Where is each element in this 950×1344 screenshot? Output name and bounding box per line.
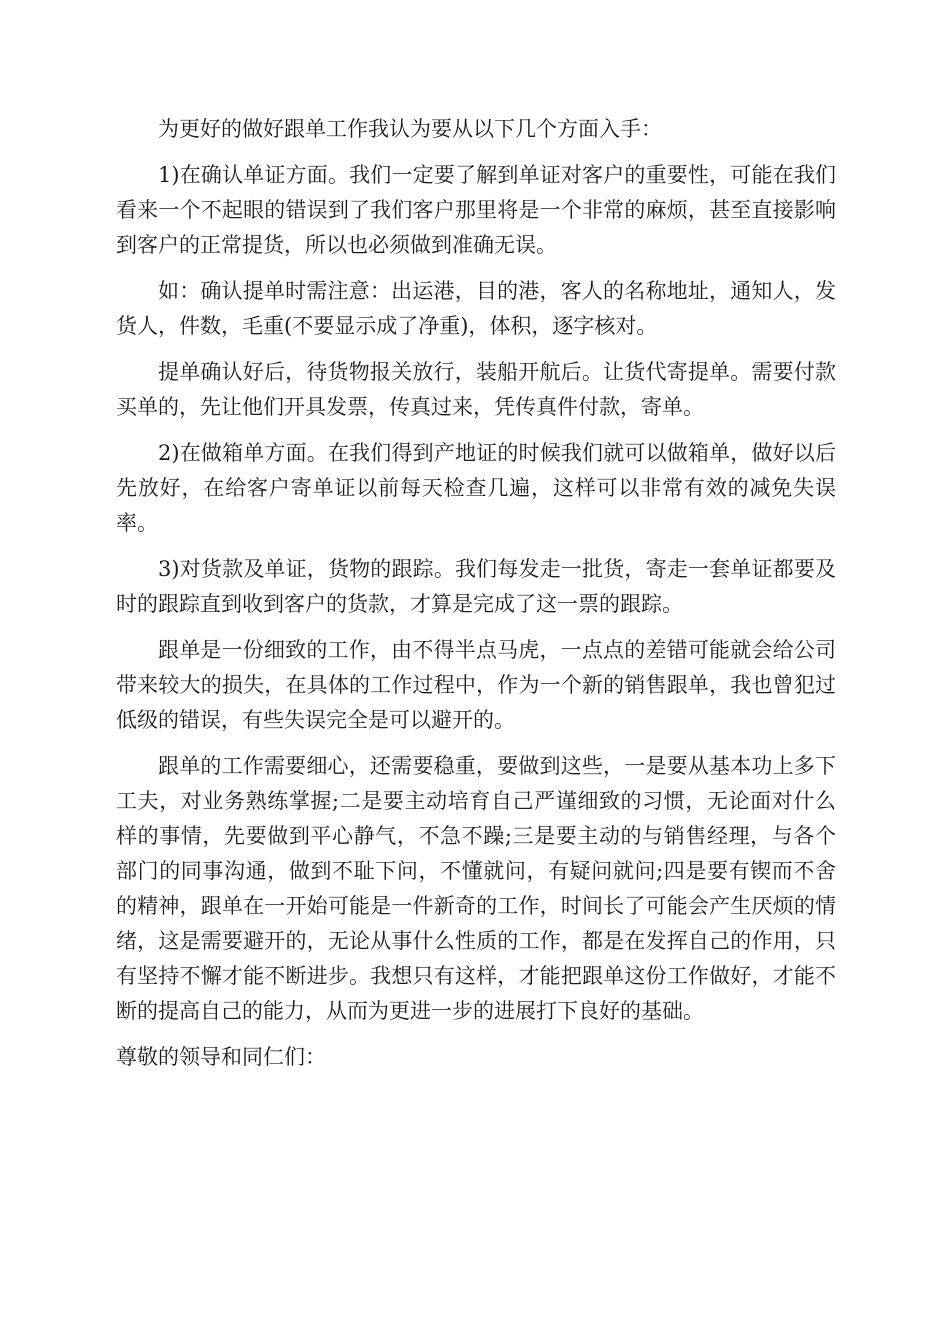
- paragraph-bill-check: 如：确认提单时需注意：出运港，目的港，客人的名称地址，通知人，发货人，件数，毛重(不要显示成了净重)，体积，逐字核对。: [116, 279, 836, 338]
- paragraph-salutation: 尊敬的领导和同仁们：: [116, 1045, 326, 1069]
- paragraph-requirements: 跟单的工作需要细心，还需要稳重，要做到这些，一是要从基本功上多下工夫，对业务熟练掌握;二是要主动培育自己严谨细致的习惯，无论面对什么样的事情，先要做到平心静气，不急不躁;三是要主动的与销售经理，与各个部门的同事沟通，做到不耻下问，不懂就问，有疑问就问;四是要有锲而不舍的精神，跟单在一开始可能是一件新奇的工作，时间长了可能会产生厌烦的情绪，这是需要避开的，无论从事什么性质的工作，都是在发挥自己的作用，只有坚持不懈才能不断进步。我想只有这样，才能把跟单这份工作做好，才能不断的提高自己的能力，从而为更进一步的进展打下良好的基础。: [116, 754, 836, 1023]
- paragraph-packing-list: 2)在做箱单方面。在我们得到产地证的时候我们就可以做箱单，做好以后先放好，在给客户寄单证以前每天检查几遍，这样可以非常有效的减免失误率。: [116, 441, 836, 535]
- document-body: [116, 112, 836, 1086]
- paragraph-intro: 为更好的做好跟单工作我认为要从以下几个方面入手：: [158, 117, 662, 141]
- paragraph-tracking: 3)对货款及单证，货物的跟踪。我们每发走一批货，寄走一套单证都要及时的跟踪直到收到客户的货款，才算是完成了这一票的跟踪。: [116, 557, 836, 616]
- paragraph-bill-after: 提单确认好后，待货物报关放行，装船开航后。让货代寄提单。需要付款买单的，先让他们开具发票，传真过来，凭传真件付款，寄单。: [116, 360, 836, 419]
- paragraph-careful-work: 跟单是一份细致的工作，由不得半点马虎，一点点的差错可能就会给公司带来较大的损失，在具体的工作过程中，作为一个新的销售跟单，我也曾犯过低级的错误，有些失误完全是可以避开的。: [116, 638, 836, 732]
- paragraph-documents: 1)在确认单证方面。我们一定要了解到单证对客户的重要性，可能在我们看来一个不起眼的错误到了我们客户那里将是一个非常的麻烦，甚至直接影响到客户的正常提货，所以也必须做到准确无误。: [116, 163, 836, 257]
